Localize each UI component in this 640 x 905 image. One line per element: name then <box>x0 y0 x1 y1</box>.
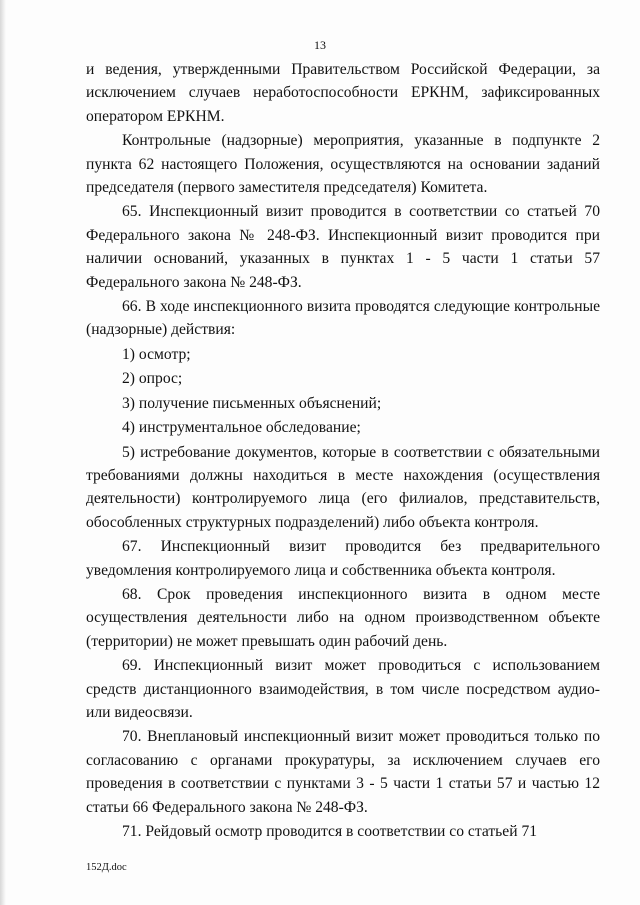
paragraph-65: 65. Инспекционный визит проводится в соответствии со статьей 70 Федерального закона № 248-ФЗ. Инспекционный визит проводится при наличии оснований, указанных в пунктах 1 - 5 части 1 статьи 57 Федерального закона № 248-ФЗ. <box>86 203 600 291</box>
list-item-document-request: 5) истребование документов, которые в соответствии с обязательными требованиями должны находиться в месте нахождения (осуществления деятельности) контролируемого лица (его филиалов, представительств, обособленных структурных подразделений) либо объекта контроля. <box>86 443 600 531</box>
paragraph-67: 67. Инспекционный визит проводится без предварительного уведомления контролируемого лица и собственника объекта контроля. <box>86 538 600 579</box>
paragraph-68: 68. Срок проведения инспекционного визита в одном месте осуществления деятельности либо на одном производственном объекте (территории) не может превышать один рабочий день. <box>86 585 600 650</box>
list-item-written-explanations: 3) получение письменных объяснений; <box>122 394 382 412</box>
footer-filename: 152Д.doc <box>86 862 127 873</box>
list-item-survey: 2) опрос; <box>122 370 183 388</box>
paragraph-control-measures: Контрольные (надзорные) мероприятия, указанные в подпункте 2 пункта 62 настоящего Положения, осуществляются на основании заданий председателя (первого заместителя председателя) Комитета. <box>86 132 600 197</box>
scan-edge-shadow <box>0 0 6 905</box>
paragraph-66: 66. В ходе инспекционного визита проводятся следующие контрольные (надзорные) действия: <box>86 298 600 339</box>
paragraph-continuation: и ведения, утвержденными Правительством Российской Федерации, за исключением случаев неработоспособности ЕРКНМ, зафиксированных оператором ЕРКНМ. <box>86 61 600 125</box>
paragraph-70: 70. Внеплановый инспекционный визит может проводиться только по согласованию с органами прокуратуры, за исключением случаев его проведения в соответствии с пунктами 3 - 5 части 1 статьи 57 и частью 12 статьи 66 Федерального закона № 248-ФЗ. <box>86 728 600 816</box>
document-body <box>86 58 600 843</box>
paragraph-69: 69. Инспекционный визит может проводиться с использованием средств дистанционного взаимодействия, в том числе посредством аудио- или видеосвязи. <box>86 657 600 721</box>
list-item-inspection: 1) осмотр; <box>122 345 191 363</box>
page-number: 13 <box>314 38 326 52</box>
list-item-instrumental-examination: 4) инструментальное обследование; <box>122 419 361 437</box>
paragraph-71: 71. Рейдовый осмотр проводится в соответствии со статьей 71 <box>122 823 538 840</box>
